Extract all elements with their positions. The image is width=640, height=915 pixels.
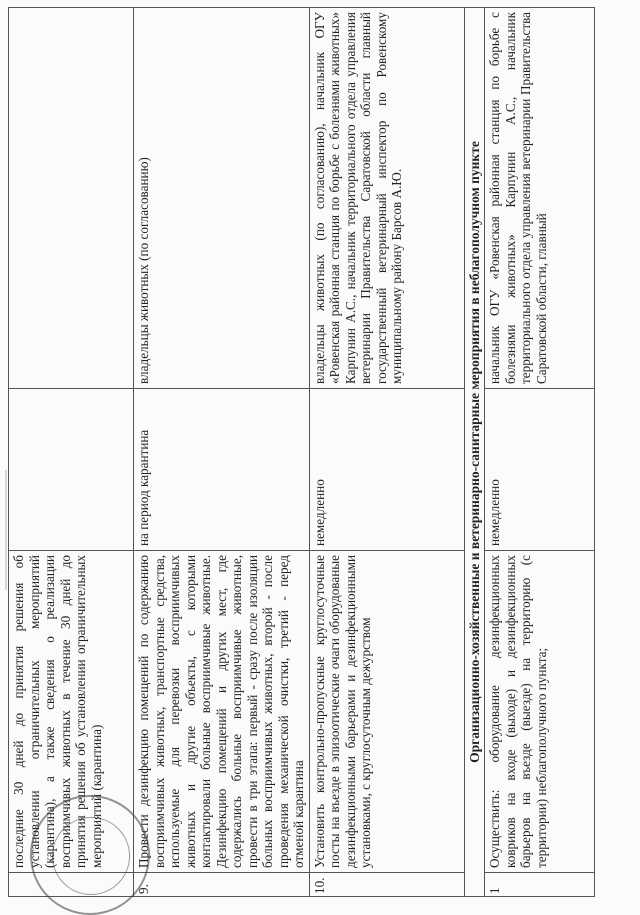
term-cell: на период карантина: [134, 389, 310, 551]
table-row: [485, 8, 595, 897]
row-number: 9.: [134, 873, 310, 897]
row-number: 10.: [309, 873, 464, 897]
table-row: [309, 8, 464, 897]
term-cell: [9, 389, 134, 551]
term-cell: немедленно: [485, 389, 595, 551]
table-row: [9, 8, 134, 897]
section-heading-row: [464, 8, 485, 897]
section-heading: Организационно-хозяйственные и ветеринарно-санитарные мероприятия в неблагополучном пункте: [464, 8, 485, 897]
responsible-cell: начальник ОГУ «Ровенская районная станция по борьбе с болезнями животных» Карпунин А.С., начальник территориального отдела управления ветеринарии Правительства Саратовской области, главный: [485, 8, 595, 389]
scan-edge-mark: [5, 470, 7, 590]
row-number: 1: [485, 873, 595, 897]
responsible-cell: [9, 8, 134, 389]
table-row: [134, 8, 310, 897]
task-cell: Установить контрольно-пропускные круглосуточные посты на въезде в эпизоотические очаги оборудованые дезинфекционными барьерами и дезинфекционными установками, с круглосуточным дежурством: [309, 551, 464, 873]
term-cell: немедленно: [309, 389, 464, 551]
official-seal: [30, 795, 150, 915]
responsible-cell: владельцы животных (по согласованию), начальник ОГУ «Ровенская районная станция по борьбе с болезнями животных» Карпунин А.С., начальник территориального отдела управления ветеринарии Правительства Саратовской области главный государственный ветеринарный инспектор по Ровенскому муниципальному району Барсов А.Ю.: [309, 8, 464, 389]
task-cell: последние 30 дней до принятия решения об установлении ограничительных мероприятий (карантина), а также сведения о реализации восприимчивых животных в течение 30 дней до принятия решения об установлении ограничительных мероприятий (карантина): [9, 551, 134, 873]
measures-table: [8, 7, 595, 897]
task-cell: Провести дезинфекцию помещений по содержанию восприимчивых животных, транспортные средства, используемые для перевозки восприимчивых животных и другие объекты, с которыми контактировали больные восприимчивые животные. Дезинфекцию помещений и других мест, где содержались больные восприимчивые животные, провести в три этапа: первый - сразу после изоляции больных восприимчивых животных, второй - после проведения механической очистки, третий - перед отменой карантина: [134, 551, 310, 873]
responsible-cell: владельцы животных (по согласованию): [134, 8, 310, 389]
task-cell: Осуществить: оборудование дезинфекционных ковриков на входе (выходе) и дезинфекционных барьеров на въезде (выезде) на территорию (с территории) неблагополучного пункта;: [485, 551, 595, 873]
